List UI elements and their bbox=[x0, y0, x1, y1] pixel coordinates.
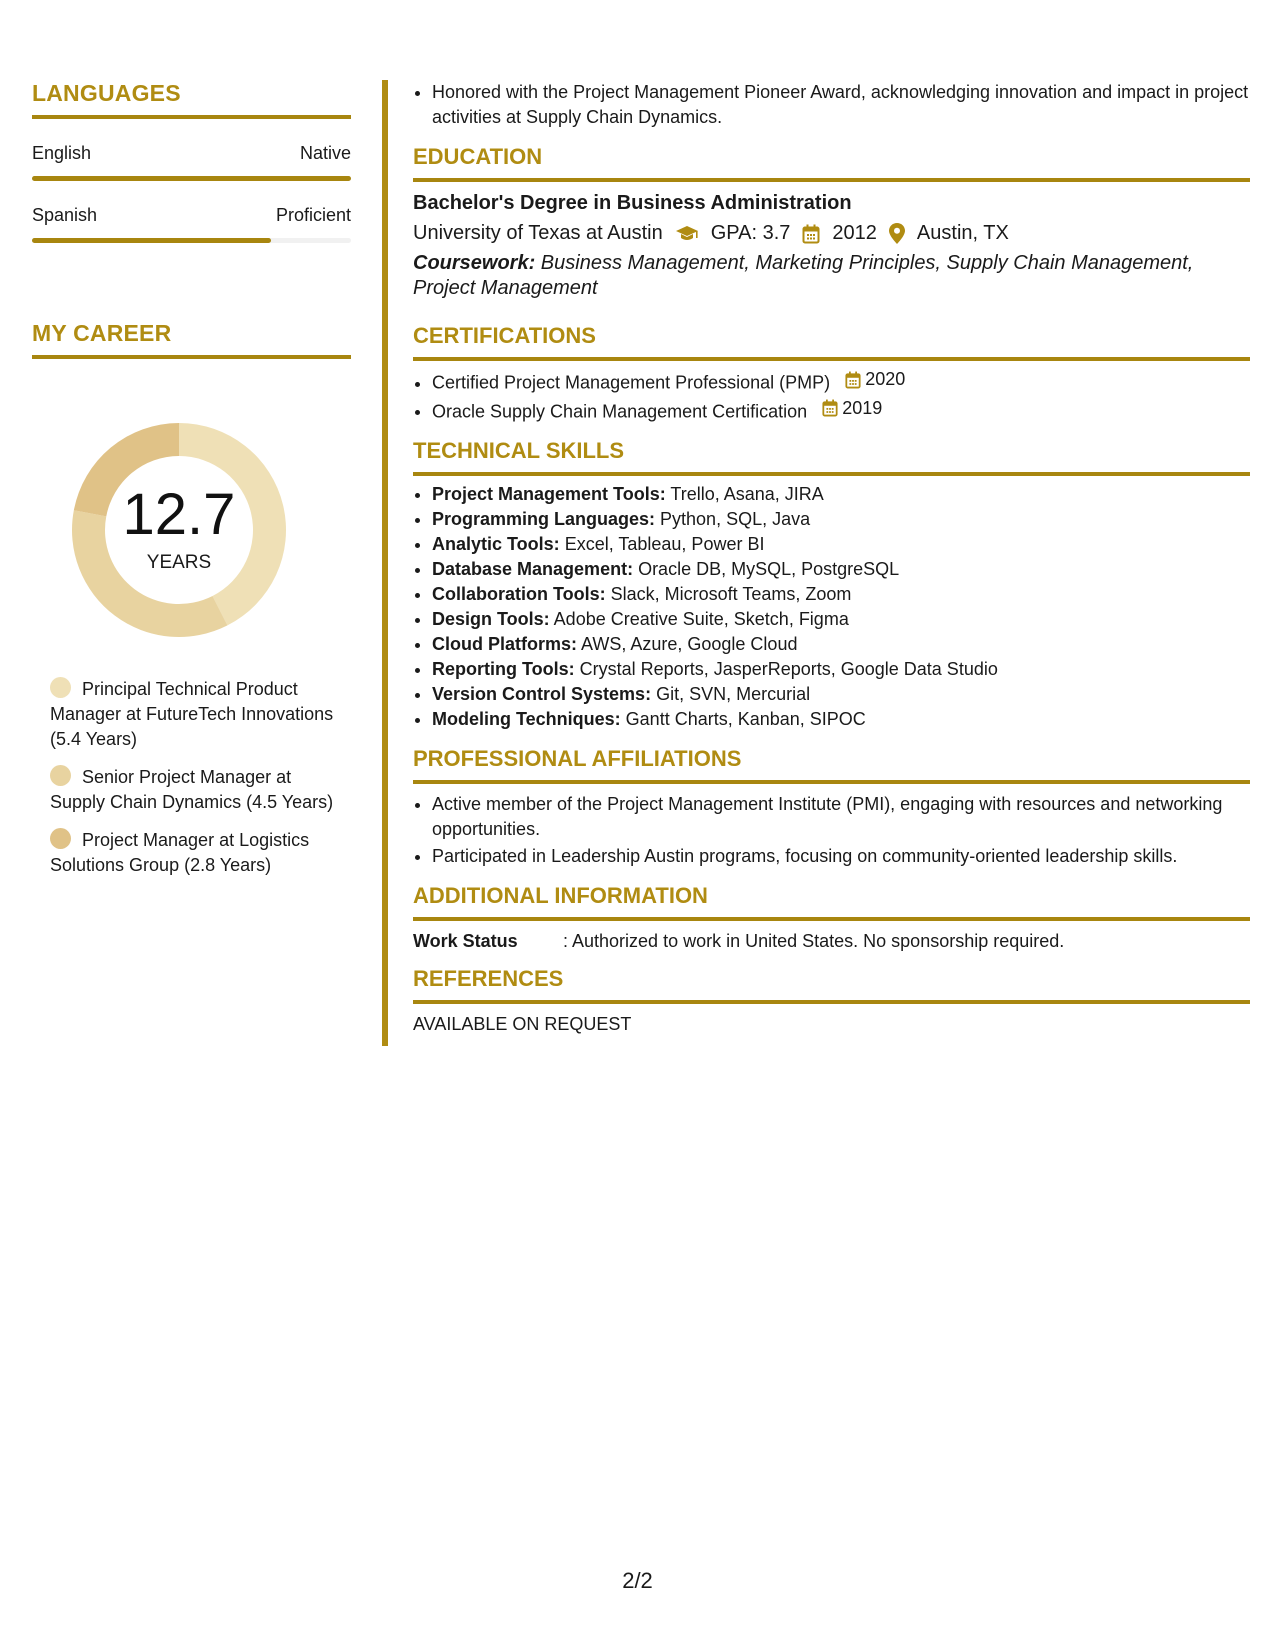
affiliation-item: • Active member of the Project Management Institute (PMI), engaging with resources and networking opportunities. bbox=[432, 792, 1250, 842]
career-unit: YEARS bbox=[146, 552, 212, 573]
skill-value: Slack, Microsoft Teams, Zoom bbox=[605, 584, 852, 604]
skill-item bbox=[432, 482, 1250, 507]
graduation-cap-icon bbox=[675, 225, 699, 243]
languages-rule bbox=[32, 115, 351, 119]
coursework-list: Business Management, Marketing Principles, Supply Chain Management, Project Management bbox=[413, 252, 1194, 299]
school-name: University of Texas at Austin bbox=[413, 222, 663, 244]
legend-dot bbox=[50, 765, 71, 786]
skill-value: Oracle DB, MySQL, PostgreSQL bbox=[633, 559, 900, 579]
legend-item bbox=[50, 765, 340, 815]
skill-label: Modeling Techniques: bbox=[432, 709, 621, 729]
language-bar-fill bbox=[32, 176, 351, 181]
coursework bbox=[413, 251, 1250, 301]
award-item: • Honored with the Project Management Pioneer Award, acknowledging innovation and impact in project activities at Supply Chain Dynamics. bbox=[432, 80, 1250, 130]
language-level: Native bbox=[299, 143, 351, 163]
certification-item bbox=[432, 396, 1250, 425]
skill-item bbox=[432, 632, 1250, 657]
legend-label: Principal Technical Product Manager at FutureTech Innovations (5.4 Years) bbox=[50, 679, 334, 749]
references-section bbox=[413, 966, 1250, 1035]
legend-label: Project Manager at Logistics Solutions Group (2.8 Years) bbox=[50, 830, 310, 875]
language-name: English bbox=[32, 143, 92, 163]
skill-value: Crystal Reports, JasperReports, Google Data Studio bbox=[574, 659, 998, 679]
skills-rule bbox=[413, 472, 1250, 476]
career-legend bbox=[50, 677, 340, 891]
references-text: AVAILABLE ON REQUEST bbox=[413, 1014, 632, 1034]
additional-rule bbox=[413, 917, 1250, 921]
left-column bbox=[32, 80, 351, 243]
skill-item bbox=[432, 657, 1250, 682]
skill-value: Git, SVN, Mercurial bbox=[651, 684, 811, 704]
certification-name: Oracle Supply Chain Management Certification bbox=[432, 401, 808, 421]
certification-name: Certified Project Management Professional (PMP) bbox=[432, 372, 831, 393]
affiliations-section bbox=[413, 746, 1250, 869]
skills-section bbox=[413, 438, 1250, 732]
skill-label: Collaboration Tools: bbox=[432, 584, 606, 604]
work-status-label: Work Status bbox=[413, 931, 518, 951]
page-number: 2/2 bbox=[622, 1568, 653, 1593]
calendar-icon bbox=[822, 399, 838, 417]
skill-label: Project Management Tools: bbox=[432, 484, 666, 504]
certifications-title: CERTIFICATIONS bbox=[413, 323, 596, 348]
skill-value: Adobe Creative Suite, Sketch, Figma bbox=[549, 609, 849, 629]
affiliations-list bbox=[413, 792, 1250, 869]
education-section bbox=[413, 144, 1250, 301]
language-name: Spanish bbox=[32, 205, 98, 225]
career-title: MY CAREER bbox=[32, 320, 172, 346]
skill-label: Version Control Systems: bbox=[432, 684, 652, 704]
school-location: Austin, TX bbox=[916, 222, 1009, 244]
certifications-rule bbox=[413, 357, 1250, 361]
legend-label: Senior Project Manager at Supply Chain Dynamics (4.5 Years) bbox=[50, 767, 334, 812]
skill-item bbox=[432, 582, 1250, 607]
gpa: GPA: 3.7 bbox=[710, 222, 791, 244]
certifications-section bbox=[413, 323, 1250, 424]
legend-dot bbox=[50, 828, 71, 849]
language-item bbox=[32, 143, 351, 181]
award-list bbox=[413, 80, 1250, 130]
career-section bbox=[32, 320, 351, 359]
language-bar-fill bbox=[32, 238, 271, 243]
location-pin-icon bbox=[889, 223, 905, 244]
skill-label: Reporting Tools: bbox=[432, 659, 575, 679]
certification-item bbox=[432, 367, 1250, 396]
skill-label: Cloud Platforms: bbox=[432, 634, 578, 654]
certifications-list bbox=[413, 367, 1250, 424]
skill-value: AWS, Azure, Google Cloud bbox=[577, 634, 798, 654]
work-status-value: : Authorized to work in United States. No sponsorship required. bbox=[563, 931, 1065, 951]
skill-item bbox=[432, 682, 1250, 707]
legend-item bbox=[50, 828, 340, 878]
calendar-icon bbox=[845, 371, 861, 389]
affiliation-item: • Participated in Leadership Austin programs, focusing on community-oriented leadership skills. bbox=[432, 844, 1250, 869]
degree: Bachelor's Degree in Business Administration bbox=[413, 192, 852, 214]
column-divider bbox=[382, 80, 388, 1046]
education-rule bbox=[413, 178, 1250, 182]
language-bar bbox=[32, 238, 351, 243]
skill-label: Database Management: bbox=[432, 559, 634, 579]
skills-title: TECHNICAL SKILLS bbox=[413, 438, 625, 463]
skill-item bbox=[432, 557, 1250, 582]
skill-value: Excel, Tableau, Power BI bbox=[559, 534, 765, 554]
right-column bbox=[413, 80, 1250, 1035]
language-bar bbox=[32, 176, 351, 181]
certification-year: 2020 bbox=[865, 369, 906, 389]
graduation-year: 2012 bbox=[832, 222, 877, 244]
certification-year: 2019 bbox=[842, 397, 883, 418]
skill-item bbox=[432, 507, 1250, 532]
affiliations-rule bbox=[413, 780, 1250, 784]
skills-list bbox=[413, 482, 1250, 732]
skill-item bbox=[432, 707, 1250, 732]
skill-label: Design Tools: bbox=[432, 609, 550, 629]
references-rule bbox=[413, 1000, 1250, 1004]
skill-value: Python, SQL, Java bbox=[655, 509, 811, 529]
language-level: Proficient bbox=[275, 205, 351, 225]
coursework-label: Coursework: bbox=[413, 252, 536, 274]
skill-item bbox=[432, 532, 1250, 557]
career-total: 12.7 bbox=[122, 482, 236, 547]
skill-item bbox=[432, 607, 1250, 632]
additional-title: ADDITIONAL INFORMATION bbox=[413, 883, 708, 908]
education-title: EDUCATION bbox=[413, 144, 543, 169]
affiliations-title: PROFESSIONAL AFFILIATIONS bbox=[413, 746, 742, 771]
calendar-icon bbox=[802, 224, 820, 244]
work-status-row bbox=[413, 931, 1250, 952]
legend-dot bbox=[50, 677, 71, 698]
additional-section bbox=[413, 883, 1250, 952]
language-item bbox=[32, 205, 351, 243]
career-rule bbox=[32, 355, 351, 359]
skill-value: Gantt Charts, Kanban, SIPOC bbox=[620, 709, 866, 729]
skill-label: Analytic Tools: bbox=[432, 534, 560, 554]
skill-value: Trello, Asana, JIRA bbox=[665, 484, 824, 504]
legend-item bbox=[50, 677, 340, 752]
donut-center bbox=[66, 417, 292, 643]
languages-title: LANGUAGES bbox=[32, 80, 181, 106]
skill-label: Programming Languages: bbox=[432, 509, 656, 529]
references-title: REFERENCES bbox=[413, 966, 564, 991]
education-meta bbox=[413, 222, 1250, 245]
